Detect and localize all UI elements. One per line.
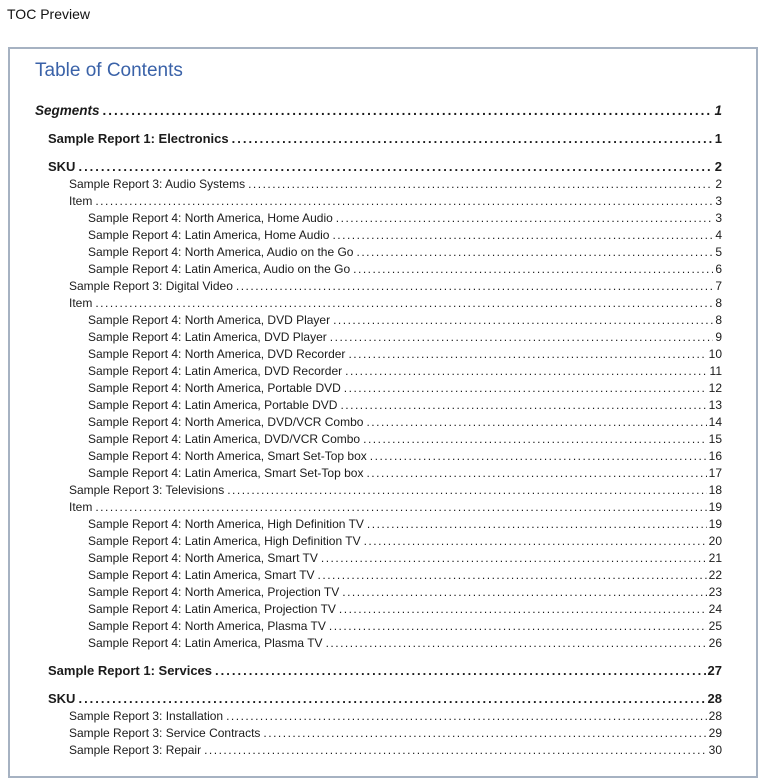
toc-leader-dots <box>336 210 714 227</box>
toc-entry-page: 20 <box>708 534 722 548</box>
toc-heading: Table of Contents <box>35 60 183 81</box>
toc-leader-dots <box>363 431 707 448</box>
toc-entry <box>35 414 722 431</box>
toc-entry-label: Item <box>69 296 93 310</box>
toc-entry <box>35 584 722 601</box>
toc-entry-label: Sample Report 4: Latin America, Audio on the Go <box>88 262 351 276</box>
toc-leader-dots <box>329 618 707 635</box>
toc-entry <box>35 725 722 742</box>
toc-entry-label: Sample Report 4: Latin America, Portable DVD <box>88 398 338 412</box>
toc-entry-page: 11 <box>709 364 722 378</box>
toc-entry <box>35 689 722 708</box>
toc-entry <box>35 176 722 193</box>
toc-leader-dots <box>345 363 707 380</box>
toc-entry-label: Sample Report 4: North America, Projection TV <box>88 585 340 599</box>
toc-entry-page: 28 <box>707 691 722 706</box>
toc-leader-dots <box>226 708 707 725</box>
toc-entry-label: Sample Report 4: North America, Audio on the Go <box>88 245 354 259</box>
toc-entry <box>35 101 722 120</box>
toc-entry-page: 13 <box>708 398 722 412</box>
toc-entry-label: Sample Report 4: Latin America, Smart Set-Top box <box>88 466 364 480</box>
toc-leader-dots <box>236 278 713 295</box>
toc-entry-page: 9 <box>715 330 722 344</box>
toc-entry <box>35 295 722 312</box>
toc-entry-label: Sample Report 3: Audio Systems <box>69 177 246 191</box>
toc-entry-label: Sample Report 3: Digital Video <box>69 279 233 293</box>
toc-entry-label: Sample Report 3: Repair <box>69 743 202 757</box>
toc-entry-page: 30 <box>708 743 722 757</box>
toc-entry-label: Sample Report 4: Latin America, Projection TV <box>88 602 336 616</box>
toc-entry-page: 10 <box>708 347 722 361</box>
toc-entry-label: Sample Report 1: Electronics <box>48 131 229 146</box>
toc-leader-dots <box>333 312 713 329</box>
toc-entry <box>35 380 722 397</box>
toc-entry <box>35 193 722 210</box>
toc-entry-page: 2 <box>714 159 722 174</box>
toc-leader-dots <box>232 129 713 148</box>
toc-leader-dots <box>326 635 707 652</box>
toc-entry <box>35 346 722 363</box>
toc-entry <box>35 661 722 680</box>
toc-entry-label: Sample Report 4: North America, DVD/VCR Combo <box>88 415 364 429</box>
toc-entry-label: Sample Report 4: North America, DVD Recorder <box>88 347 346 361</box>
toc-entry-label: Segments <box>35 103 100 118</box>
toc-leader-dots <box>95 499 706 516</box>
toc-entry <box>35 329 722 346</box>
toc-entry <box>35 431 722 448</box>
toc-leader-dots <box>370 448 707 465</box>
toc-entry <box>35 708 722 725</box>
toc-leader-dots <box>103 101 713 120</box>
toc-entry <box>35 465 722 482</box>
toc-entry-page: 12 <box>708 381 722 395</box>
toc-leader-dots <box>364 533 707 550</box>
toc-leader-dots <box>366 414 706 431</box>
toc-entry <box>35 567 722 584</box>
toc-leader-dots <box>330 329 714 346</box>
toc-entry-label: Sample Report 4: Latin America, DVD/VCR Combo <box>88 432 361 446</box>
toc-entry <box>35 448 722 465</box>
toc-leader-dots <box>332 227 713 244</box>
toc-entry <box>35 397 722 414</box>
toc-leader-dots <box>204 742 707 759</box>
toc-entry-page: 24 <box>708 602 722 616</box>
toc-leader-dots <box>95 193 713 210</box>
toc-entry-page: 16 <box>708 449 722 463</box>
toc-entry-page: 15 <box>708 432 722 446</box>
pane-title: TOC Preview <box>7 6 90 22</box>
toc-leader-dots <box>318 567 707 584</box>
toc-entry <box>35 157 722 176</box>
toc-leader-dots <box>263 725 706 742</box>
toc-entry-label: Sample Report 4: Latin America, Home Audio <box>88 228 330 242</box>
toc-entry-label: Sample Report 4: North America, High Definition TV <box>88 517 364 531</box>
toc-entry-label: Sample Report 4: North America, Portable DVD <box>88 381 341 395</box>
toc-entry-page: 8 <box>715 313 722 327</box>
toc-entry-label: Sample Report 4: North America, Plasma TV <box>88 619 326 633</box>
toc-entry-page: 18 <box>708 483 722 497</box>
toc-entry-page: 25 <box>708 619 722 633</box>
toc-entry-label: Sample Report 4: Latin America, DVD Recorder <box>88 364 343 378</box>
toc-entry-label: Sample Report 4: Latin America, High Definition TV <box>88 534 361 548</box>
toc-entry <box>35 499 722 516</box>
toc-entry-label: Sample Report 4: North America, Home Audio <box>88 211 333 225</box>
toc-leader-dots <box>95 295 713 312</box>
toc-entry <box>35 363 722 380</box>
toc-leader-dots <box>340 397 706 414</box>
toc-leader-dots <box>348 346 706 363</box>
toc-entry-label: Item <box>69 500 93 514</box>
toc-entry <box>35 550 722 567</box>
toc-entry-label: Sample Report 3: Service Contracts <box>69 726 261 740</box>
toc-entry-page: 27 <box>707 663 722 678</box>
toc-leader-dots <box>78 689 705 708</box>
toc-leader-dots <box>227 482 706 499</box>
toc-entry-label: Sample Report 3: Televisions <box>69 483 225 497</box>
toc-entry <box>35 635 722 652</box>
toc-entry <box>35 516 722 533</box>
toc-entry-page: 4 <box>715 228 722 242</box>
toc-entry-page: 8 <box>715 296 722 310</box>
toc-entry-page: 3 <box>715 194 722 208</box>
toc-entry-label: Sample Report 4: Latin America, Smart TV <box>88 568 315 582</box>
toc-preview-box <box>8 47 758 778</box>
toc-entry <box>35 482 722 499</box>
toc-entry-page: 3 <box>715 211 722 225</box>
toc-entry-page: 2 <box>715 177 722 191</box>
toc-leader-dots <box>215 661 706 680</box>
toc-entry-label: Sample Report 4: Latin America, Plasma TV <box>88 636 323 650</box>
toc-entry-label: Sample Report 4: North America, Smart Set-Top box <box>88 449 367 463</box>
toc-entry-page: 1 <box>714 131 722 146</box>
toc-entry-page: 21 <box>708 551 722 565</box>
toc-leader-dots <box>353 261 713 278</box>
toc-entry-label: Sample Report 4: North America, DVD Player <box>88 313 331 327</box>
toc-entry-label: Sample Report 4: Latin America, DVD Player <box>88 330 327 344</box>
toc-leader-dots <box>356 244 713 261</box>
toc-entry-label: Sample Report 3: Installation <box>69 709 224 723</box>
toc-entry-page: 23 <box>708 585 722 599</box>
toc-entry <box>35 244 722 261</box>
toc-entry-page: 28 <box>708 709 722 723</box>
toc-entry <box>35 227 722 244</box>
toc-list <box>35 101 722 759</box>
toc-entry-page: 1 <box>714 103 722 118</box>
toc-entry-page: 17 <box>708 466 722 480</box>
toc-entry <box>35 742 722 759</box>
toc-entry <box>35 261 722 278</box>
toc-leader-dots <box>78 157 712 176</box>
toc-leader-dots <box>342 584 706 601</box>
toc-entry-page: 14 <box>708 415 722 429</box>
toc-entry <box>35 601 722 618</box>
toc-entry <box>35 210 722 227</box>
toc-entry-label: Sample Report 1: Services <box>48 663 213 678</box>
toc-leader-dots <box>344 380 707 397</box>
toc-leader-dots <box>321 550 707 567</box>
toc-leader-dots <box>248 176 713 193</box>
toc-leader-dots <box>366 465 706 482</box>
toc-entry-page: 19 <box>708 500 722 514</box>
toc-entry-label: Item <box>69 194 93 208</box>
toc-entry <box>35 129 722 148</box>
toc-entry-page: 19 <box>708 517 722 531</box>
toc-entry <box>35 312 722 329</box>
toc-entry <box>35 533 722 550</box>
toc-entry-label: SKU <box>48 159 76 174</box>
toc-entry-page: 26 <box>708 636 722 650</box>
toc-entry-label: Sample Report 4: North America, Smart TV <box>88 551 318 565</box>
toc-entry-page: 6 <box>715 262 722 276</box>
toc-entry <box>35 618 722 635</box>
toc-entry-page: 29 <box>708 726 722 740</box>
toc-entry <box>35 278 722 295</box>
toc-leader-dots <box>339 601 707 618</box>
toc-entry-page: 5 <box>715 245 722 259</box>
toc-entry-label: SKU <box>48 691 76 706</box>
toc-entry-page: 22 <box>708 568 722 582</box>
toc-entry-page: 7 <box>715 279 722 293</box>
toc-leader-dots <box>367 516 707 533</box>
